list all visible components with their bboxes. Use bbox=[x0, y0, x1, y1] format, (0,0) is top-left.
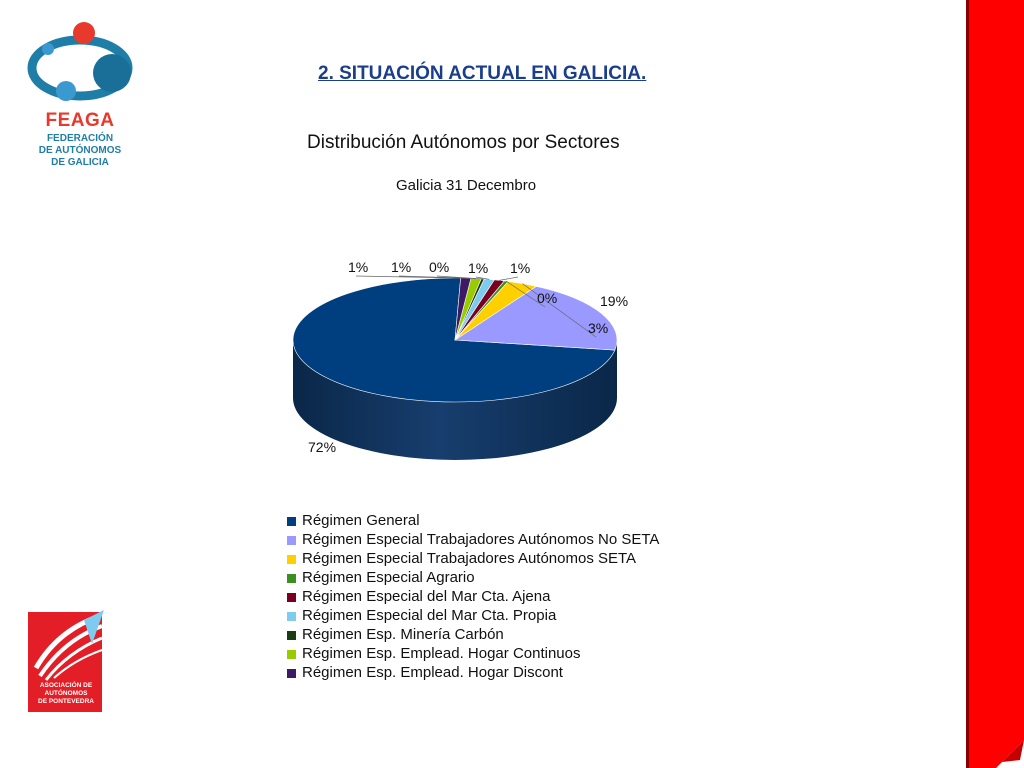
pontevedra-line-3: DE PONTEVEDRA bbox=[38, 698, 94, 705]
legend-item bbox=[287, 645, 747, 664]
pontevedra-text bbox=[28, 682, 104, 706]
page-fold-icon bbox=[996, 740, 1024, 768]
legend-label: Régimen Especial Trabajadores Autónomos No SETA bbox=[302, 531, 660, 548]
legend-item bbox=[287, 531, 747, 550]
feaga-emblem-icon bbox=[22, 20, 142, 110]
legend-swatch bbox=[287, 574, 296, 583]
legend-swatch bbox=[287, 631, 296, 640]
right-decorative-bar bbox=[966, 0, 1024, 768]
pie-slices bbox=[293, 278, 617, 402]
pie-data-label: 19% bbox=[600, 293, 629, 309]
legend-item bbox=[287, 569, 747, 588]
feaga-line-1: FEDERACIÓN bbox=[46, 133, 114, 144]
legend-label: Régimen Especial Agrario bbox=[302, 569, 475, 586]
legend-item bbox=[287, 626, 747, 645]
feaga-line-2: DE AUTÓNOMOS bbox=[38, 145, 122, 156]
feaga-logo bbox=[22, 20, 142, 170]
feaga-line-3: DE GALICIA bbox=[51, 157, 109, 168]
legend-label: Régimen Esp. Emplead. Hogar Discont bbox=[302, 664, 563, 681]
legend-item bbox=[287, 664, 747, 683]
legend-swatch bbox=[287, 536, 296, 545]
slide-title: 2. SITUACIÓN ACTUAL EN GALICIA. bbox=[318, 63, 647, 84]
pie-data-label: 1% bbox=[468, 260, 489, 276]
legend-label: Régimen Especial del Mar Cta. Ajena bbox=[302, 588, 551, 605]
legend-swatch bbox=[287, 593, 296, 602]
pie-chart bbox=[260, 240, 660, 480]
legend-item bbox=[287, 512, 747, 531]
legend-label: Régimen Especial del Mar Cta. Propia bbox=[302, 607, 557, 624]
pie-leader-line bbox=[499, 277, 518, 280]
legend-swatch bbox=[287, 517, 296, 526]
pie-data-label: 1% bbox=[348, 259, 369, 275]
legend-label: Régimen General bbox=[302, 512, 420, 529]
feaga-name: FEAGA bbox=[45, 110, 115, 131]
legend-item bbox=[287, 550, 747, 569]
right-bar-edge bbox=[966, 0, 969, 768]
legend-swatch bbox=[287, 555, 296, 564]
pontevedra-line-1: ASOCIACIÓN DE bbox=[39, 682, 93, 689]
pontevedra-line-2: AUTÓNOMOS bbox=[44, 690, 88, 697]
pie-data-label: 1% bbox=[391, 259, 412, 275]
pie-data-label: 0% bbox=[429, 259, 450, 275]
chart-subtitle: Galicia 31 Decembro bbox=[396, 177, 537, 194]
pie-data-label: 3% bbox=[588, 320, 609, 336]
pie-data-label: 1% bbox=[510, 260, 531, 276]
legend-swatch bbox=[287, 650, 296, 659]
chart-legend bbox=[287, 512, 747, 683]
pie-data-label: 72% bbox=[308, 439, 337, 455]
legend-swatch bbox=[287, 669, 296, 678]
legend-label: Régimen Esp. Emplead. Hogar Continuos bbox=[302, 645, 581, 662]
legend-swatch bbox=[287, 612, 296, 621]
pie-data-label: 0% bbox=[537, 290, 558, 306]
legend-label: Régimen Esp. Minería Carbón bbox=[302, 626, 504, 643]
legend-item bbox=[287, 588, 747, 607]
pontevedra-logo bbox=[28, 610, 104, 712]
chart-title: Distribución Autónomos por Sectores bbox=[307, 132, 620, 153]
legend-item bbox=[287, 607, 747, 626]
legend-label: Régimen Especial Trabajadores Autónomos SETA bbox=[302, 550, 637, 567]
